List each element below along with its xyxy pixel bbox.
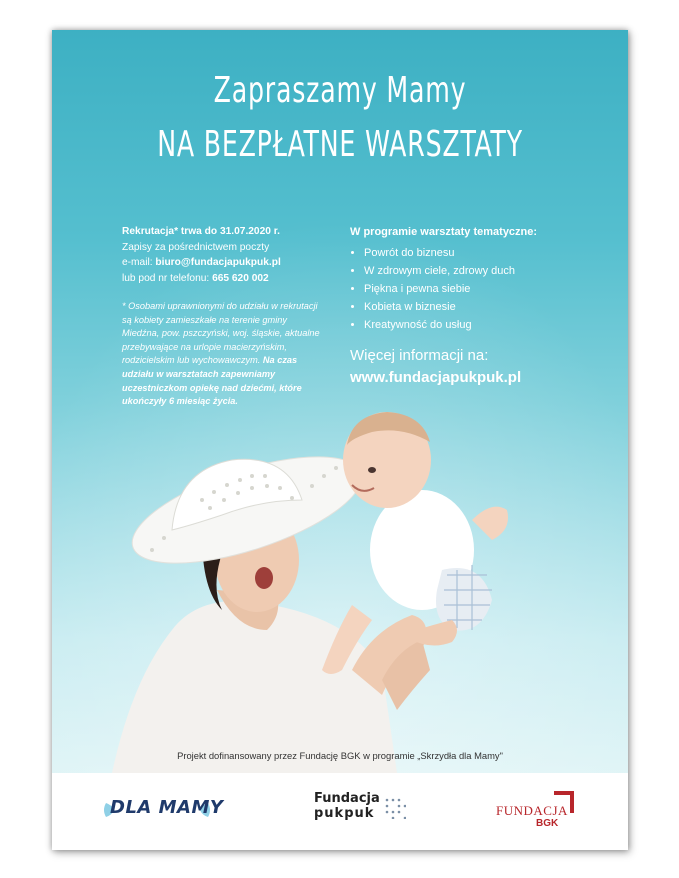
website-link[interactable]: www.fundacjapukpuk.pl bbox=[350, 369, 522, 386]
logo-bar bbox=[52, 773, 628, 850]
pukpuk-dots-icon bbox=[384, 797, 406, 819]
recruitment-method: Zapisy za pośrednictwem poczty bbox=[122, 241, 270, 253]
program-item: • W zdrowym ciele, zdrowy duch bbox=[364, 262, 610, 280]
bgk-logo-line-2: BGK bbox=[536, 818, 559, 829]
phone-prefix: lub pod nr telefonu: bbox=[122, 272, 213, 284]
program-item: • Powrót do biznesu bbox=[364, 244, 610, 262]
childcare-text: Na czas udziału w warsztatach zapewniamy uczestniczkom opiekę nad dziećmi, które ukończyły 6 miesiąc życia. bbox=[122, 355, 302, 407]
background-photo bbox=[52, 30, 628, 773]
email-prefix: e-mail: bbox=[122, 257, 156, 268]
headline-line-1: Zapraszamy Mamy bbox=[213, 70, 467, 111]
program-title: W programie warsztaty tematyczne: bbox=[350, 226, 538, 238]
program-item: • Piękna i pewna siebie bbox=[364, 280, 610, 298]
poster bbox=[52, 30, 628, 850]
program-item: • Kreatywność do usług bbox=[364, 316, 610, 334]
phone-number: 665 620 002 bbox=[212, 272, 269, 284]
pukpuk-logo-line-2: pukpuk bbox=[314, 806, 375, 821]
eligibility-note bbox=[122, 300, 322, 409]
fundacja-pukpuk-logo bbox=[314, 791, 380, 821]
program-section bbox=[350, 224, 610, 334]
email-link[interactable]: biuro@fundacjapukpuk.pl bbox=[155, 257, 281, 268]
headline bbox=[52, 68, 628, 168]
recruitment-email-line bbox=[122, 255, 322, 271]
recruitment-info bbox=[122, 224, 322, 286]
pukpuk-logo-line-1: Fundacja bbox=[314, 791, 380, 806]
project-funding-line: Projekt dofinansowany przez Fundację BGK w programie „Skrzydła dla Mamy" bbox=[177, 750, 503, 761]
more-info-label: Więcej informacji na: bbox=[350, 347, 489, 364]
recruitment-phone-line bbox=[122, 271, 322, 287]
program-item: • Kobieta w biznesie bbox=[364, 298, 610, 316]
eligibility-text: * Osobami uprawnionymi do udziału w rekrutacji są kobiety zamieszkałe na terenie gminy Miedźna, pow. pszczyński, woj. śląskie, aktualne przebywające na urlopie macierzyńskim, rodzicielskim lub wychowawczym. bbox=[122, 301, 320, 366]
dla-mamy-logo: DLA MAMY bbox=[110, 797, 224, 818]
bgk-logo-line-1: FUNDACJA bbox=[496, 803, 568, 818]
headline-line-2: NA BEZPŁATNE WARSZTATY bbox=[157, 124, 523, 165]
program-list bbox=[350, 244, 610, 334]
recruitment-deadline: Rekrutacja* trwa do 31.07.2020 r. bbox=[122, 226, 280, 237]
